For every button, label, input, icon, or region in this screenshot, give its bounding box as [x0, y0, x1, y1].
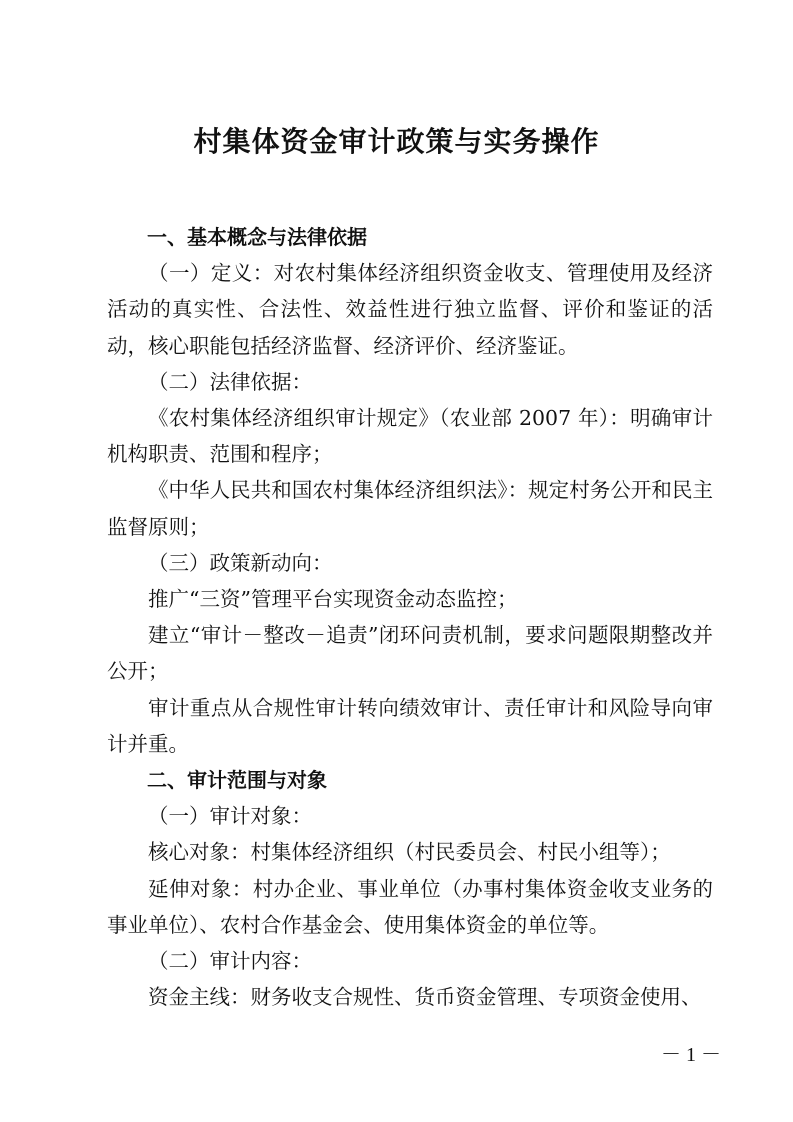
document-title: 村集体资金审计政策与实务操作 [193, 125, 600, 158]
paragraph: 资金主线：财务收支合规性、货币资金管理、专项资金使用、 [148, 985, 702, 1010]
section-heading: 二、审计范围与对象 [147, 768, 327, 793]
paragraph: 建立“审计－整改－追责”闭环问责机制，要求问题限期整改并公开； [107, 623, 713, 684]
paragraph: 核心对象：村集体经济组织（村民委员会、村民小组等）； [148, 840, 671, 865]
section-heading: 一、基本概念与法律依据 [147, 225, 367, 249]
paragraph: （一）定义：对农村集体经济组织资金收支、管理使用及经济活动的真实性、合法性、效益性进行独立监督、评价和鉴证的活动，核心职能包括经济监督、经济评价、经济鉴证。 [107, 261, 713, 358]
paragraph: 审计重点从合规性审计转向绩效审计、责任审计和风险导向审计并重。 [107, 695, 713, 756]
paragraph: 延伸对象：村办企业、事业单位（办事村集体资金收支业务的事业单位）、农村合作基金会、使用集体资金的单位等。 [107, 876, 713, 937]
paragraph: （二）审计内容： [148, 949, 312, 974]
paragraph: （三）政策新动向： [148, 550, 333, 575]
document-body [107, 219, 713, 1015]
page-number: － 1 － [661, 1044, 721, 1066]
paragraph: （一）审计对象： [148, 804, 312, 829]
paragraph: 《中华人民共和国农村集体经济组织法》：规定村务公开和民主监督原则； [107, 478, 713, 539]
paragraph: （二）法律依据： [148, 369, 312, 394]
paragraph: 推广“三资”管理平台实现资金动态监控； [148, 587, 518, 612]
paragraph: 《农村集体经济组织审计规定》（农业部 2007 年）：明确审计机构职责、范围和程序； [107, 406, 713, 467]
